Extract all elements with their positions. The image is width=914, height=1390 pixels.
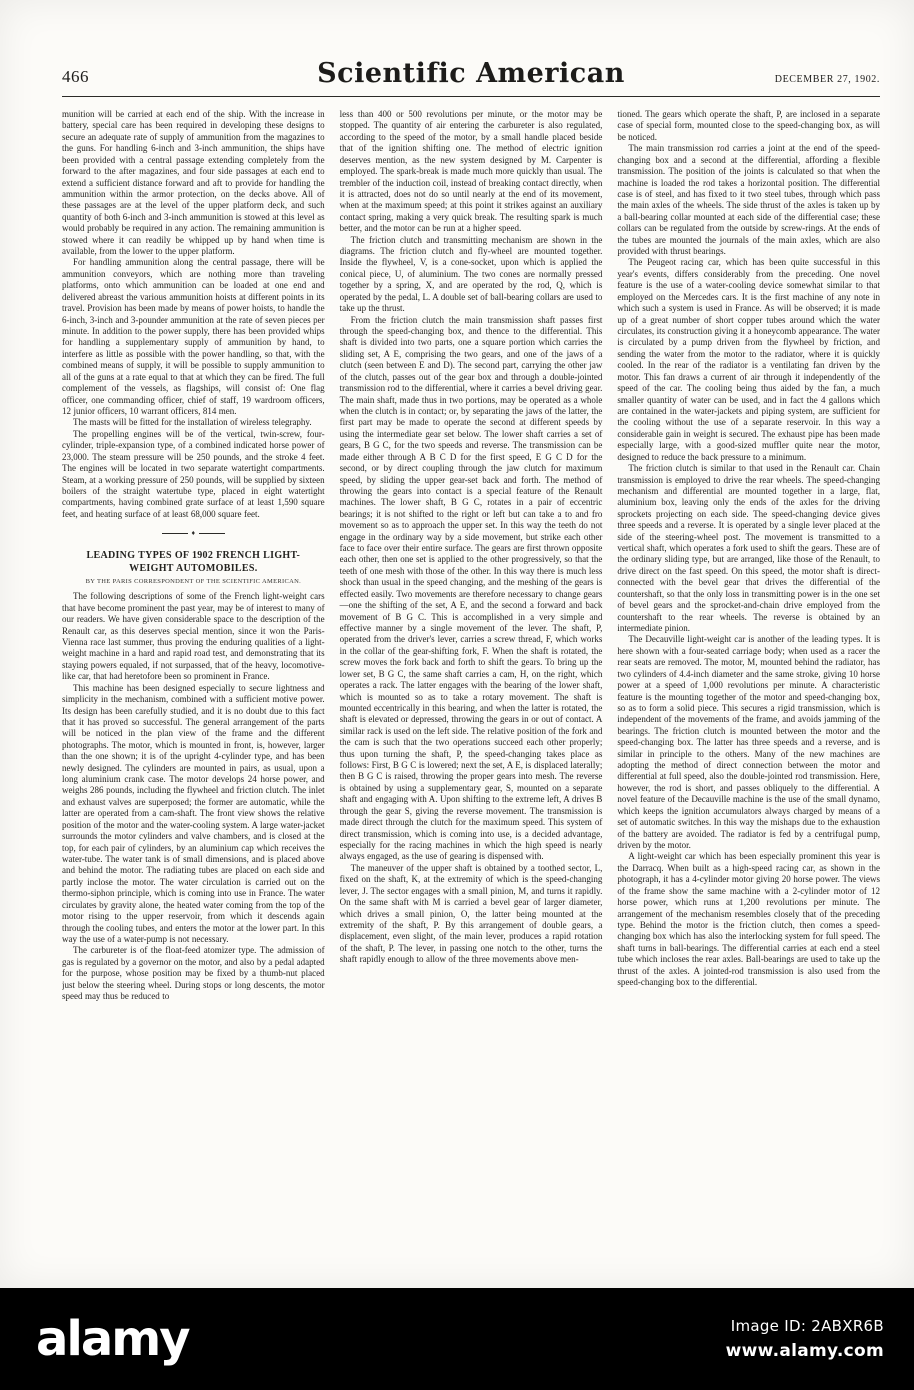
section-ornament: ♦	[62, 529, 325, 538]
alamy-url-text: www.alamy.com	[725, 1341, 884, 1361]
paragraph: tioned. The gears which operate the shaft, P, are inclosed in a separate case of special form, mounted close to the speed-changing box, as will be noticed.	[617, 109, 880, 142]
paragraph: The Decauville light-weight car is another of the leading types. It is here shown with a four-seated carriage body; when used as a racer the rear seats are removed. The motor, M, mounted behind the radiator, has two cylinders of 4.4-inch diameter and the same stroke, giving 10 horse power at a speed of 1,000 revolutions per minute. A characteristic feature is the mounting together of the motor and speed-changing box, so as to form a solid piece. This secures a rigid transmission, which is independent of the movements of the frame, and avoids jamming of the bearings. The friction clutch is mounted between the motor and the speed-changing box. The latter has three speeds and a reverse, and is similar in principle to the others. Many of the new machines are adopting the method of direct connection between the motor and differential at full speed, also the double-jointed rod transmission. Here, however, the rod is short, and passes obliquely to the differential. A novel feature of the Decauville machine is the use of the small dynamo, which keeps the ignition accumulators always charged by means of a set of automatic switches. In this way the mishaps due to the exhaustion of the battery are avoided. The radiator is fed by a centrifugal pump, driven by the motor.	[617, 634, 880, 850]
paragraph: The maneuver of the upper shaft is obtained by a toothed sector, L, fixed on the shaft, K, at the extremity of which is the speed-changing lever, J. The sector engages with a small pinion, M, and turns it rapidly. On the same shaft with M is carried a bevel gear of larger diameter, which drives a small pinion, O, the latter being mounted at the extremity of the shaft, P. By this arrangement of double gears, a displacement, even slight, of the main lever, produces a rapid rotation of the shaft, P. The lever, in passing one notch to the other, turns the shaft rapidly enough to allow of the three movements above men-	[339, 862, 603, 965]
article-byline: BY THE PARIS CORRESPONDENT OF THE SCIENTIFIC AMERICAN.	[85, 578, 302, 586]
issue-date: DECEMBER 27, 1902.	[774, 74, 880, 85]
paragraph: The friction clutch and transmitting mechanism are shown in the diagrams. The friction clutch and fly-wheel are mounted together. Inside the flywheel, V, is a cone-socket, upon which is applied the conical piece, U, of aluminium. The two cones are normally pressed together by a spring, X, and are operated by the rod, Q, which is operated by the pedal, L. A double set of ball-bearing collars are used to take up the thrust.	[339, 234, 603, 314]
paragraph: The Peugeot racing car, which has been quite successful in this year's events, differs considerably from the preceding. One novel feature is the use of a water-cooling device somewhat similar to that employed on the Mercedes cars. It is the first machine of any note in which such a system is used in France. As will be observed; it is made up of a great number of short copper tubes around which the water circulates, its construction giving it a honeycomb appearance. The water is circulated by a pump driven from the flywheel by friction, and sending the water from the motor to the radiator, where it is quickly cooled. In the rear of the radiator is a ventilating fan driven by the motor. This fan draws a current of air through it independently of the speed of the car. The cooling being thus aided by the fan, a much smaller quantity of water can be used, and in fact the 4 gallons which are contained in the water-jackets and piping system, are sufficient for the cooling without the use of a separate reservoir. In this way a considerable gain in weight is secured. The exhaust pipe has been made especially large, with a good-sized muffler quite near the motor, designed to reduce the back pressure to a minimum.	[617, 257, 880, 462]
paragraph: For handling ammunition along the central passage, there will be ammunition conveyors, which are nothing more than traveling platforms, onto which ammunition can be loaded at one end and delivered abreast the various ammunition hoists at different points in its travel. Provision has been made by means of power hoists, to handle the 6-inch, 3-inch and 3-pounder ammunition at the rate of seven pieces per minute. In addition to the power supply, there has been provided whips for handling a supplementary supply of ammunition by hand, to interfere as little as possible with the power handling, so that, with the combined means of supply, it will be possible to supply ammunition to all of the guns at a rate equal to that at which they can be fired. The full complement of the vessels, as flagships, will consist of: One flag officer, one commanding officer, chief of staff, 19 wardroom officers, 12 junior officers, 10 warrant officers, 814 men.	[62, 257, 325, 416]
paragraph: From the friction clutch the main transmission shaft passes first through the speed-changing box, and thence to the differential. This shaft is divided into two parts, one a square portion which carries the sliding set, A E, comprising the two gears, and one of the jaws of a clutch (seen between E and D). The second part, carrying the other jaw of the clutch, passes out of the gear box and through a double-jointed transmission rod to the differential, where it carries a bevel driving gear. The main shaft, made thus in two portions, may be operated as a whole when the clutch is in contact; or, by separating the jaws of the latter, the first part may be made to operate the second at different speeds by using the intermediate gear set below. The lower shaft carries a set of gears, B G C, for the two speeds and reverse. The transmission can be made either through A B C D for the first speed, E G C D for the second, or by direct coupling through the jaw clutch for maximum speed, by sliding the upper gear-set back and forth. The method of throwing the gears into contact is a special feature of the Renault machines. The lower shaft, B G C, rotates in a pair of eccentric bearings; it is not shifted to the right or left but can take a to and fro movement so as to approach the upper set. In this way the teeth do not engage in the ordinary way by a side movement, but strike each other face to face over their entire surface. The gears are first thrown opposite each other, then one set is applied to the other progressively, so that the teeth of one mesh with those of the other. In this way there is much less shock than usual in the speed changing, and the meshing of the gears is effected easily. Two movements are therefore necessary to change gears—one the shifting of the set, A E, and the second a forward and back movement of B G C. This is accomplished in a very simple and effective manner by a single movement of the lever. The shaft, P, operated from the driver's lever, carries a screw thread, F, which works in the collar of the gear-shifting fork, F. When the shaft is rotated, the screw moves the fork back and forth to shift the gears. To bring up the lower set, B G C, the same shaft carries a cam, H, on the right, which operates a rack. The latter engages with the bearing of the lower shaft, which is mounted so as to take a rotary movement. The shaft is mounted eccentrically in this bearing, and when the latter is rotated, the shaft is elevated or depressed, throwing the gears in or out of contact. A similar rack is used on the left side. The relative position of the fork and the cam is such that the two operations succeed each other properly; thus upon turning the shaft, P, the speed-changing takes place as follows: First, B G C is lowered; next the set, A E, is displaced laterally; then B G C is raised, throwing the proper gears into mesh. The reverse is obtained by using a supplementary gear, S, mounted on a separate shaft and engaging with A. Upon shifting to the extreme left, A drives B through the gear S, giving the reverse movement. The transmission is made direct through the clutch for the maximum speed. This system of direct transmission, which is coming into use, is a decided advantage, especially for the racing machines in which the high speed is nearly always engaged, as the use of gearing is dispensed with.	[339, 314, 603, 862]
article-columns	[62, 109, 880, 1287]
paragraph: The propelling engines will be of the vertical, twin-screw, four-cylinder, triple-expansion type, of a combined indicated horse power of 23,000. The steam pressure will be 250 pounds, and the stroke 4 feet. The engines will be located in two separate watertight compartments. Steam, at a working pressure of 250 pounds, will be supplied by sixteen boilers of the straight watertube type, placed in eight watertight compartments, having combined grate surface of at least 1,590 square feet, and heating surface of at least 68,000 square feet.	[62, 428, 325, 519]
paragraph: The friction clutch is similar to that used in the Renault car. Chain transmission is employed to drive the rear wheels. The speed-changing mechanism and differential are mounted together in a large, flat, aluminium box, leaving only the ends of the axles for the driving sprockets projecting on each side. The speed-changing device gives three speeds and a reverse. It is operated by a single lever placed at the side of the steering-wheel post. The movement is transmitted to a vertical shaft, which operates a fork used to shift the gears. These are of the ordinary sliding type, but are arranged, like those of the Renault, to drive direct on the fast speed. On this speed, the motor shaft is direct-connected with the bevel gear that drives the differential of the countershaft, so that the only loss in transmitting power is in the one set of bevel gears and the sprocket-and-chain drive employed from the countershaft to the rear wheels. The reverse is obtained by an intermediate pinion.	[617, 463, 880, 633]
paragraph: A light-weight car which has been especially prominent this year is the Darracq. When built as a high-speed racing car, as shown in the photograph, it has a 4-cylinder motor giving 20 horse power. The views of the frame show the same machine with a 2-cylinder motor of 12 horse power, which runs at 1,200 revolutions per minute. The arrangement of the mechanism resembles closely that of the preceding type. Behind the motor is the friction clutch, then comes a speed-changing box which has also the interlocking system for full speed. The shaft turns in ball-bearings. The differential carries at each end a steel tube which incloses the rear axles. Ball-bearings are used to take up the thrust of the axles. A jointed-rod transmission is also used from the speed-changing box to the differential.	[617, 851, 880, 988]
paragraph: This machine has been designed especially to secure lightness and simplicity in the mechanism, combined with a sufficient motive power. Its design has been carefully studied, and it is no doubt due to this fact that it has proved so successful. The general arrangement of the parts will be noticed in the plan view of the frame and the different photographs. The motor, which is mounted in front, is, however, larger than the one shown; it is of the upright 4-cylinder type, and has been newly designed. The cylinders are mounted in pairs, as usual, upon a long aluminium crank case. The motor develops 24 horse power, and weighs 286 pounds, including the flywheel and friction clutch. The inlet and exhaust valves are superposed; the former are automatic, while the latter are operated from a cam-shaft. The front view shows the relative position of the motor and the water-cooling system. A large water-jacket surrounds the motor cylinders and valve chambers, and is closed at the top, for each pair of cylinders, by an aluminium cap which receives the water-tube. The water tank is of small dimensions, and is placed above and behind the motor. The radiating tubes are placed on each side and partly inclose the motor. The water circulation is carried out on the thermo-siphon principle, which is coming into use in France. The water circulates by gravity alone, the heated water coming from the top of the motor rising to the upper reservoir, from which it descends again through the cooling tubes, and enters the motor at the lower part. In this way the use of a water-pump is not necessary.	[62, 682, 325, 944]
paragraph: The masts will be fitted for the installation of wireless telegraphy.	[73, 417, 312, 428]
column-right	[617, 109, 880, 1287]
alamy-logo: alamy	[36, 1311, 189, 1367]
masthead-title: Scientific American	[317, 58, 625, 89]
paragraph: less than 400 or 500 revolutions per minute, or the motor may be stopped. The quantity of air entering the carbureter is also regulated, according to the speed of the motor, by a small handle placed beside that of the ignition shifting one. The method of electric ignition deserves mention, as the new system designed by M. Carpenter is employed. The spark-break is made much more quickly than usual. The trembler of the induction coil, instead of breaking contact directly, when it is attracted, does not do so until nearly at the end of its movement, when at the maximum speed; at this point it strikes against an auxiliary contact spring, making a very quick break. The resulting spark is much better, and the motor can be run at a higher speed.	[339, 109, 603, 234]
paragraph: The carbureter is of the float-feed atomizer type. The admission of gas is regulated by a governor on the motor, and also by a pedal adapted for the purpose, whose position may be fixed by a thumb-nut placed just below the steering wheel. During stops or long descents, the motor speed may thus be reduced to	[62, 945, 325, 1002]
paragraph: The main transmission rod carries a joint at the end of the speed-changing box and a second at the differential, affording a flexible transmission. The position of the joints is calculated so that when the machine is loaded the rod takes a horizontal position. The differential case is of steel, and has fixed to it two steel tubes, through which pass the main axles of the wheels. The side thrust of the axles is taken up by a ball-bearing collar mounted at each side of the differential case; these collars can be regulated from the outside by screw-rings. At the ends of the tubes are mounted the journals of the main axles, which are also provided with thrust bearings.	[617, 143, 880, 257]
alamy-watermark-bar	[0, 1288, 914, 1390]
article-heading: LEADING TYPES OF 1902 FRENCH LIGHT-WEIGHT AUTOMOBILES.	[86, 550, 301, 575]
watermark-info	[726, 1317, 884, 1361]
image-id-text: Image ID: 2ABXR6B	[730, 1317, 884, 1335]
column-middle	[340, 109, 603, 1287]
page-header	[62, 58, 880, 89]
paragraph: The following descriptions of some of the French light-weight cars that have become prominent the past year, may be of interest to many of our readers. We have given considerable space to the description of the Renault car, as this deserves special mention, since it won the Paris-Vienna race last summer, thus proving the enduring qualities of a light-weight machine in a hard and rapid road test, and demonstrating that its staying powers equaled, if not surpassed, that of the heavy, locomotive-like car, that had heretofore been so prominent in France.	[62, 591, 325, 682]
page-number: 466	[62, 67, 89, 86]
header-rule	[62, 96, 880, 97]
paragraph: munition will be carried at each end of the ship. With the increase in battery, special care has been required in developing these designs to secure an adequate rate of supply of ammunition from the magazines to the guns. For handling 6-inch and 3-inch ammunition, the ships have been provided with a central passage extending completely from the forward to the after magazines, and four side passages at each end to extend a sufficient distance forward and aft to provide for handling the ammunition within the armor protection, on the decks above. All of these passages are at the level of the upper platform deck, and such quantity of both 6-inch and 3-inch ammunition is stowed at this level as would probably be required in any action. The remaining ammunition is stowed where it can readily be whipped up by hand when time is available, from the lower to the upper platform.	[62, 109, 325, 257]
column-left	[62, 109, 325, 1287]
